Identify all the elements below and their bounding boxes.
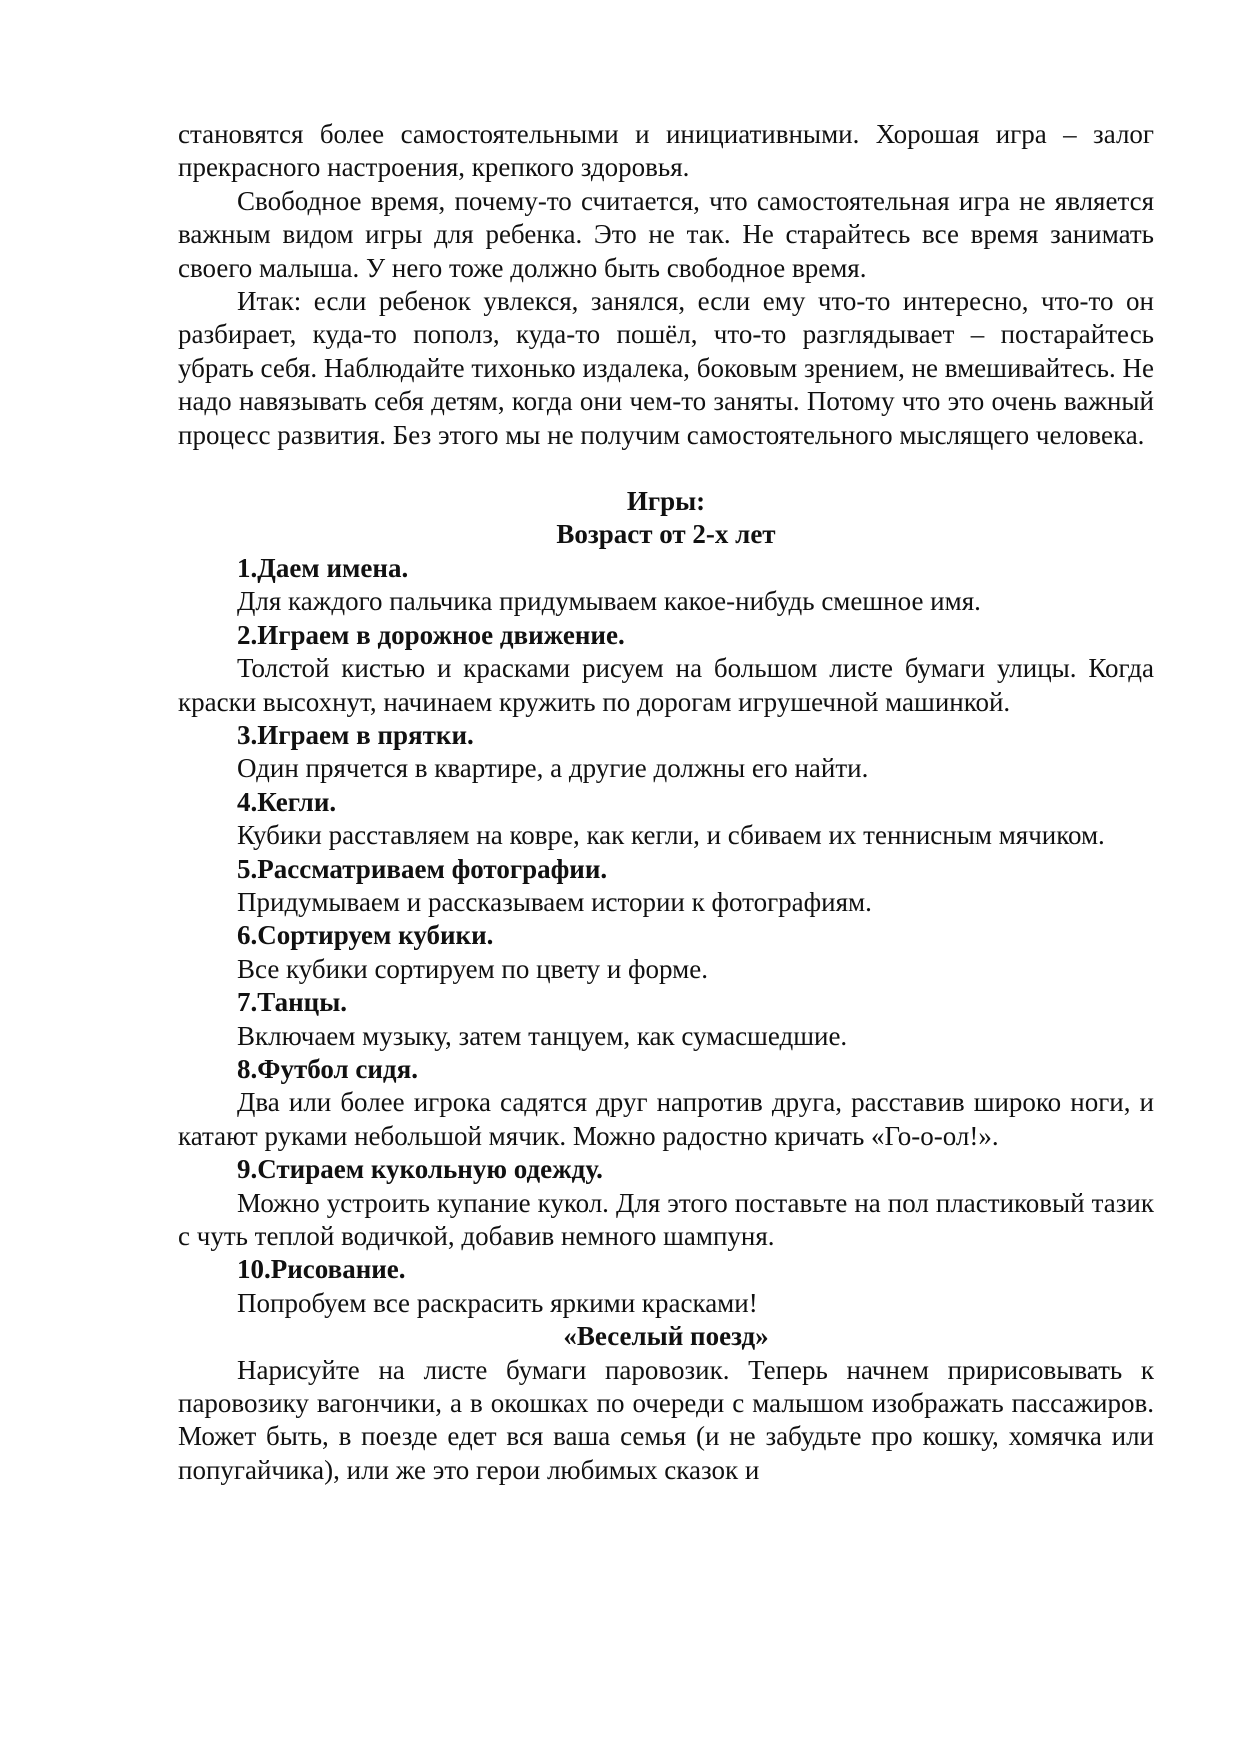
game-title-5: 5.Рассматриваем фотографии. <box>237 853 608 884</box>
game-title-9: 9.Стираем кукольную одежду. <box>237 1154 603 1185</box>
intro-paragraph-3: Итак: если ребенок увлекся, занялся, если ему что-то интересно, что-то он разбирает, куда-то пополз, куда-то пошёл, что-то разглядывает – постарайтесь убрать себя. Наблюдайте тихонько издалека, боковым зрением, не вмешивайтесь. Не надо навязывать себя детям, когда они чем-то заняты. Потому что это очень важный процесс развития. Без этого мы не получим самостоятельного мыслящего человека. <box>178 286 1154 450</box>
section-title: Игры: <box>626 486 706 517</box>
game-title-1: 1.Даем имена. <box>237 552 409 583</box>
game-title-6: 6.Сортируем кубики. <box>237 920 494 951</box>
train-title: «Веселый поезд» <box>563 1321 769 1352</box>
game-text-6: Все кубики сортируем по цвету и форме. <box>237 953 708 984</box>
game-text-1: Для каждого пальчика придумываем какое-нибудь смешное имя. <box>237 586 981 617</box>
game-text-3: Один прячется в квартире, а другие должны его найти. <box>237 753 869 784</box>
game-title-2: 2.Играем в дорожное движение. <box>237 619 625 650</box>
game-text-10: Попробуем все раскрасить яркими красками! <box>237 1287 758 1318</box>
game-text-7: Включаем музыку, затем танцуем, как сумасшедшие. <box>237 1020 848 1051</box>
game-title-3: 3.Играем в прятки. <box>237 719 474 750</box>
game-title-7: 7.Танцы. <box>237 987 348 1018</box>
game-text-4: Кубики расставляем на ковре, как кегли, и сбиваем их теннисным мячиком. <box>237 820 1105 851</box>
game-title-8: 8.Футбол сидя. <box>237 1053 418 1084</box>
document-page <box>178 118 1154 1487</box>
game-title-4: 4.Кегли. <box>237 786 337 817</box>
game-text-9: Можно устроить купание кукол. Для этого поставьте на пол пластиковый тазик с чуть теплой водичкой, добавив немного шампуня. <box>178 1187 1154 1251</box>
train-text: Нарисуйте на листе бумаги паровозик. Теперь начнем пририсовывать к паровозику вагончики, а в окошках по очереди с малышом изображать пассажиров. Может быть, в поезде едет вся ваша семья (и не забудьте про кошку, хомячка или попугайчика), или же это герои любимых сказок и <box>178 1354 1154 1485</box>
intro-paragraph-1: становятся более самостоятельными и инициативными. Хорошая игра – залог прекрасного настроения, крепкого здоровья. <box>178 119 1154 183</box>
intro-paragraph-2: Свободное время, почему-то считается, что самостоятельная игра не является важным видом игры для ребенка. Это не так. Не старайтесь все время занимать своего малыша. У него тоже должно быть свободное время. <box>178 185 1154 283</box>
section-subtitle: Возраст от 2-х лет <box>556 519 776 550</box>
game-text-8: Два или более игрока садятся друг напротив друга, расставив широко ноги, и катают руками небольшой мячик. Можно радостно кричать «Го-о-ол!». <box>178 1087 1154 1151</box>
game-text-5: Придумываем и рассказываем истории к фотографиям. <box>237 886 872 917</box>
game-text-2: Толстой кистью и красками рисуем на большом листе бумаги улицы. Когда краски высохнут, начинаем кружить по дорогам игрушечной машинкой. <box>178 653 1154 717</box>
game-title-10: 10.Рисование. <box>237 1254 406 1285</box>
